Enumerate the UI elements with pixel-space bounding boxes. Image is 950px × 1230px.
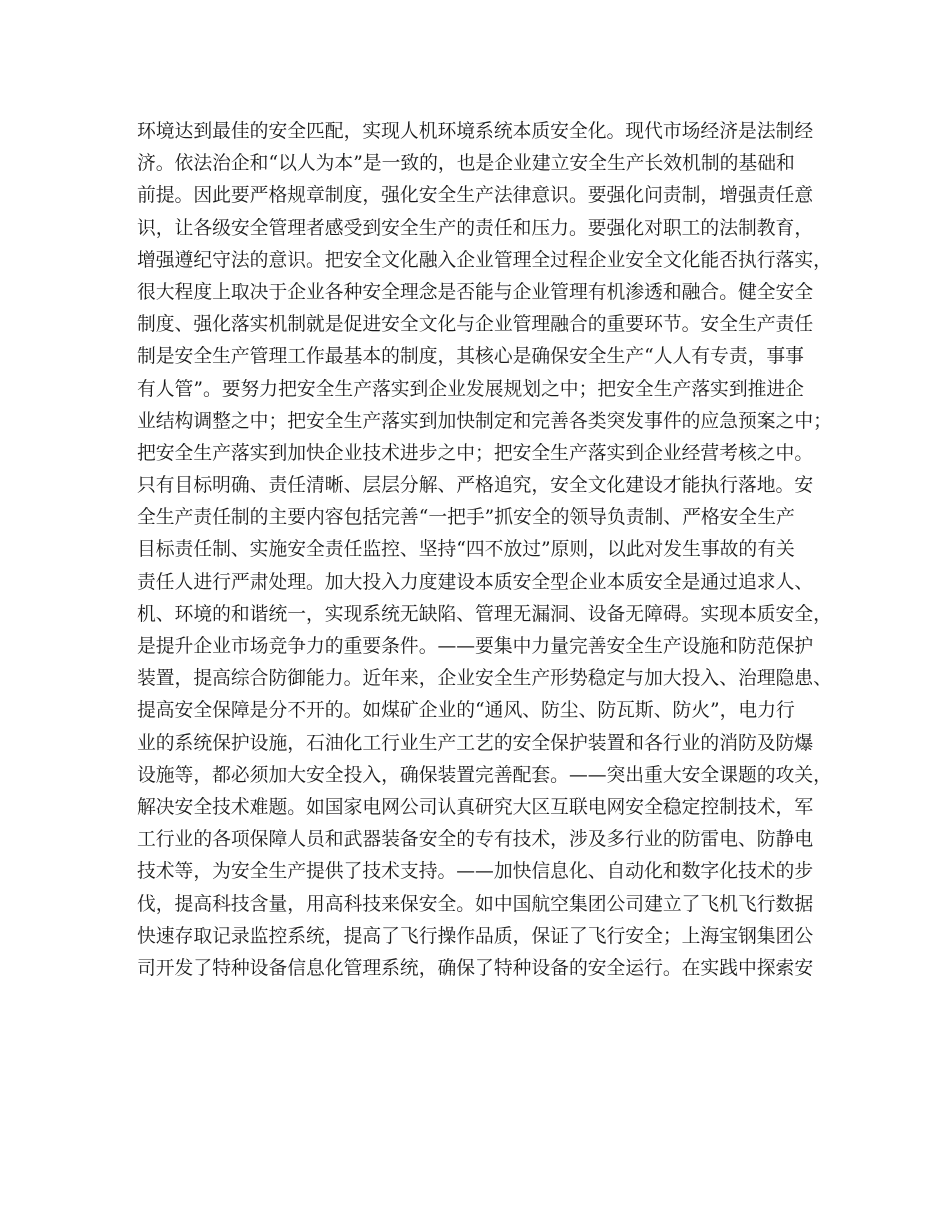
text-line: 只有目标明确、责任清晰、层层分解、严格追究，安全文化建设才能执行落地。安: [137, 475, 814, 497]
text-line: 责任人进行严肃处理。加大投入力度建设本质安全型企业本质安全是通过追求人、: [137, 571, 814, 593]
text-line: 技术等，为安全生产提供了技术支持。——加快信息化、自动化和数字化技术的步: [137, 861, 814, 883]
text-line: 司开发了特种设备信息化管理系统，确保了特种设备的安全运行。在实践中探索安: [137, 957, 814, 979]
text-line: 济。依法治企和“以人为本”是一致的，也是企业建立安全生产长效机制的基础和: [137, 153, 795, 175]
text-line: 制度、强化落实机制就是促进安全文化与企业管理融合的重要环节。安全生产责任: [137, 314, 814, 336]
text-line: 识，让各级安全管理者感受到安全生产的责任和压力。要强化对职工的法制教育，: [137, 217, 814, 239]
text-line: 制是安全生产管理工作最基本的制度，其核心是确保安全生产“人人有专责，事事: [137, 346, 804, 368]
text-line: 目标责任制、实施安全责任监控、坚持“四不放过”原则，以此对发生事故的有关: [137, 539, 795, 561]
text-line: 有人管”。要努力把安全生产落实到企业发展规划之中；把安全生产落实到推进企: [137, 378, 804, 400]
text-line: 装置，提高综合防御能力。近年来，企业安全生产形势稳定与加大投入、治理隐患、: [137, 668, 832, 690]
text-line: 提高安全保障是分不开的。如煤矿企业的“通风、防尘、防瓦斯、防火”，电力行: [137, 700, 795, 722]
text-line: 快速存取记录监控系统，提高了飞行操作品质，保证了飞行安全；上海宝钢集团公: [137, 925, 814, 947]
text-line: 工行业的各项保障人员和武器装备安全的专有技术，涉及多行业的防雷电、防静电: [137, 829, 814, 851]
text-line: 增强遵纪守法的意识。把安全文化融入企业管理全过程企业安全文化能否执行落实，: [137, 249, 832, 271]
text-line: 全生产责任制的主要内容包括完善“一把手”抓安全的领导负责制、严格安全生产: [137, 507, 795, 529]
text-line: 前提。因此要严格规章制度，强化安全生产法律意识。要强化问责制，增强责任意: [137, 185, 814, 207]
body-text: [137, 116, 832, 985]
text-line: 解决安全技术难题。如国家电网公司认真研究大区互联电网安全稳定控制技术，军: [137, 796, 814, 818]
text-line: 把安全生产落实到加快企业技术进步之中；把安全生产落实到企业经营考核之中。: [137, 442, 814, 464]
text-line: 环境达到最佳的安全匹配，实现人机环境系统本质安全化。现代市场经济是法制经: [137, 121, 814, 142]
text-line: 是提升企业市场竞争力的重要条件。——要集中力量完善安全生产设施和防范保护: [137, 636, 814, 657]
text-line: 业结构调整之中；把安全生产落实到加快制定和完善各类突发事件的应急预案之中；: [137, 410, 832, 432]
text-line: 很大程度上取决于企业各种安全理念是否能与企业管理有机渗透和融合。健全安全: [137, 281, 814, 303]
text-line: 业的系统保护设施，石油化工行业生产工艺的安全保护装置和各行业的消防及防爆: [137, 732, 814, 754]
text-line: 伐，提高科技含量，用高科技来保安全。如中国航空集团公司建立了飞机飞行数据: [137, 893, 814, 915]
text-line: 设施等，都必须加大安全投入，确保装置完善配套。——突出重大安全课题的攻关，: [137, 764, 832, 786]
text-line: 机、环境的和谐统一，实现系统无缺陷、管理无漏洞、设备无障碍。实现本质安全，: [137, 603, 832, 625]
